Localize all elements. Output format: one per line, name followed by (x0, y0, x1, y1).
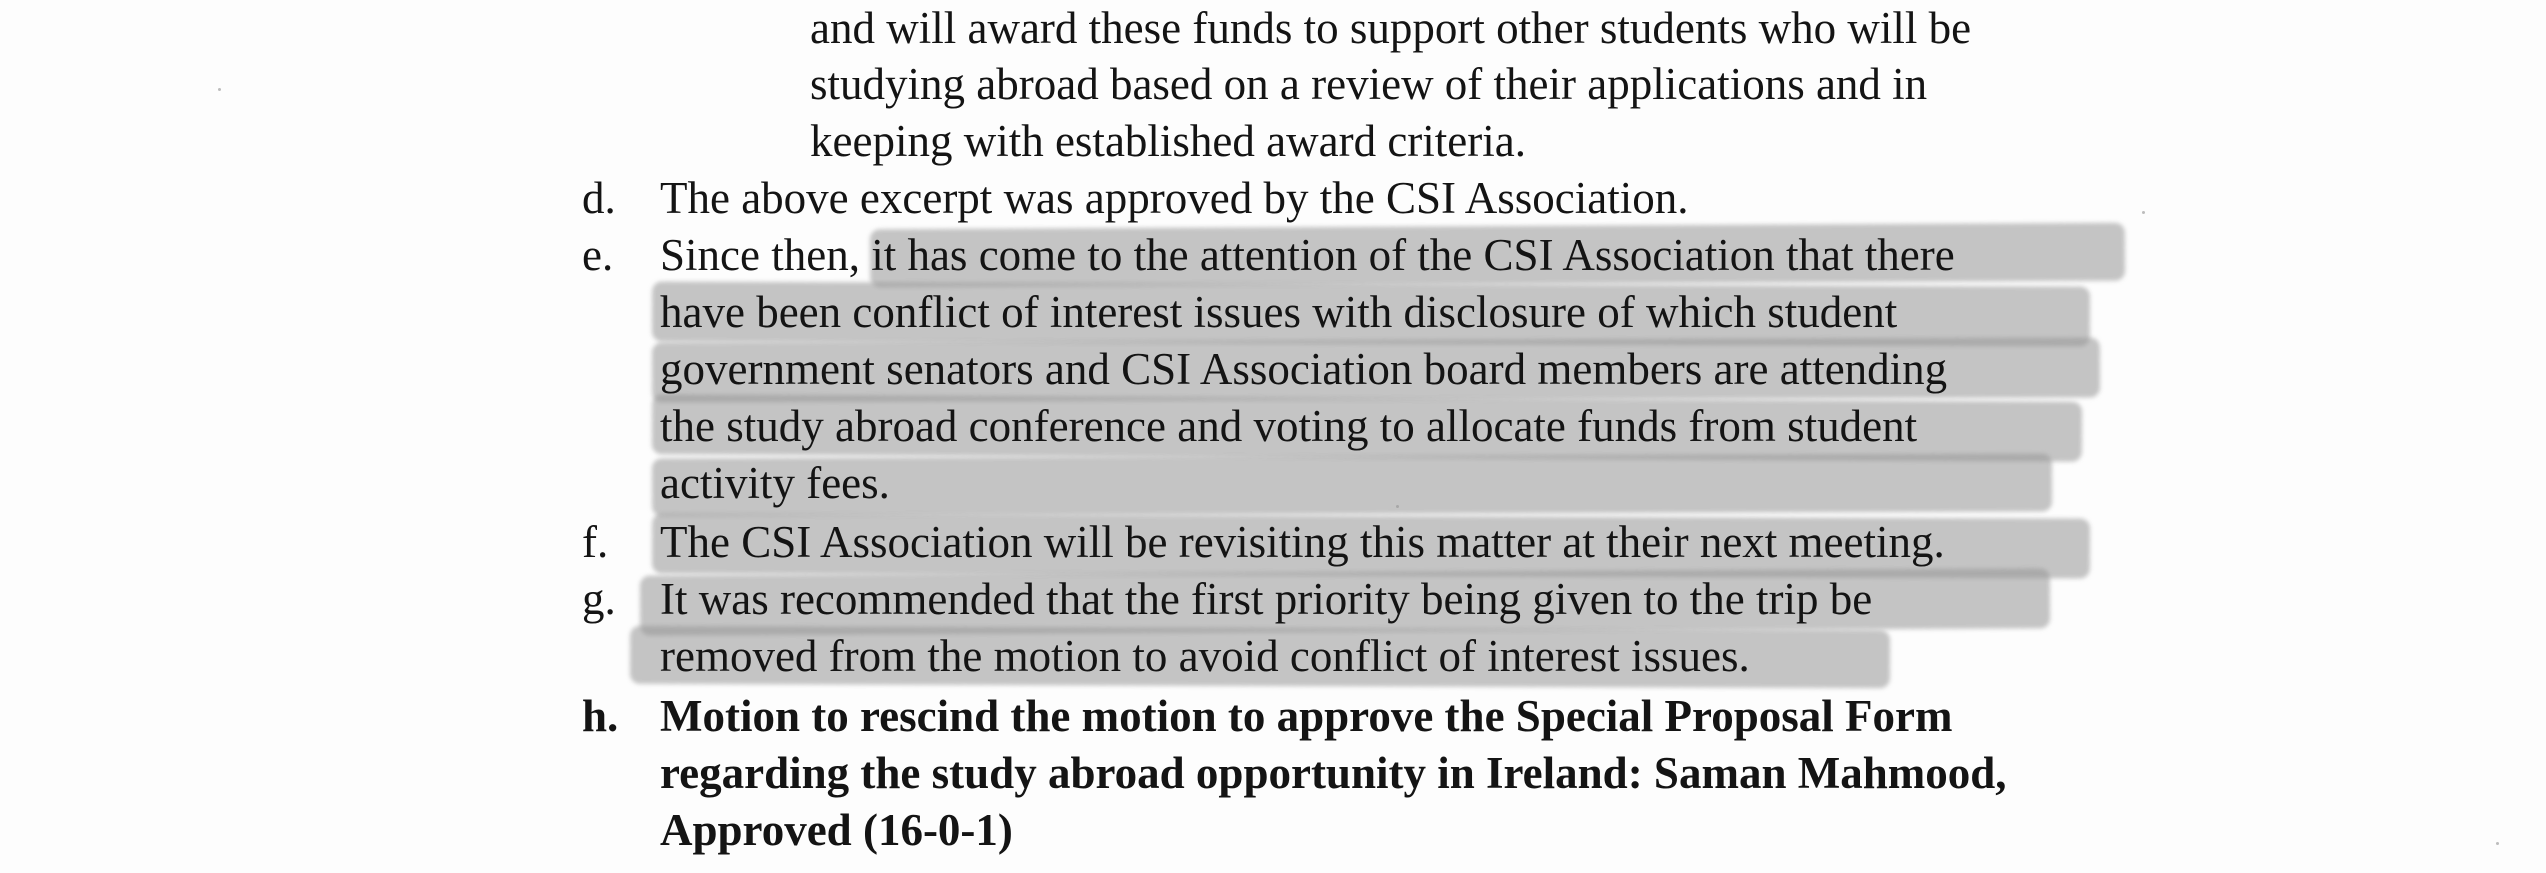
item-text: removed from the motion to avoid conflict of interest issues. (660, 631, 1750, 681)
continuation-text: and will award these funds to support other students who will be (810, 3, 1972, 53)
continuation-text: studying abroad based on a review of their applications and in (810, 59, 1928, 109)
scan-speck (218, 88, 221, 91)
item-marker: f. (582, 517, 609, 567)
item-text: have been conflict of interest issues with disclosure of which student (660, 287, 1898, 337)
item-text: government senators and CSI Association board members are attending (660, 344, 1948, 394)
item-text: It was recommended that the first priority being given to the trip be (660, 574, 1873, 624)
item-marker: e. (582, 230, 614, 280)
item-marker: h. (582, 691, 619, 741)
motion-text: regarding the study abroad opportunity in Ireland: Saman Mahmood, (660, 748, 2007, 798)
item-text: The CSI Association will be revisiting this matter at their next meeting. (660, 517, 1945, 567)
item-text: the study abroad conference and voting to allocate funds from student (660, 401, 1918, 451)
item-text: Since then, it has come to the attention of the CSI Association that there (660, 230, 1955, 280)
item-text: The above excerpt was approved by the CSI Association. (660, 173, 1689, 223)
motion-text: Approved (16-0-1) (660, 805, 1013, 855)
scan-speck (2496, 842, 2499, 845)
continuation-text: keeping with established award criteria. (810, 116, 1526, 166)
item-text: activity fees. (660, 458, 890, 508)
item-marker: g. (582, 574, 616, 624)
scan-speck (2142, 211, 2145, 214)
item-marker: d. (582, 173, 616, 223)
motion-text: Motion to rescind the motion to approve the Special Proposal Form (660, 691, 1953, 741)
